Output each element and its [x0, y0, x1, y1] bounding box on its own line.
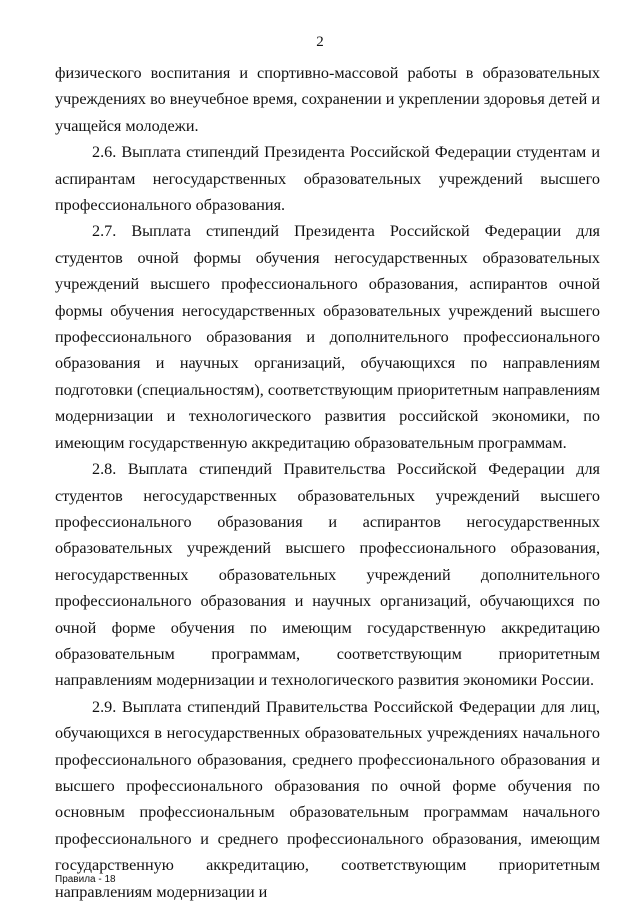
paragraph-continuation: физического воспитания и спортивно-массовой работы в образовательных учреждениях во внеучебное время, сохранении и укреплении здоровья детей и учащейся молодежи. [55, 64, 600, 135]
paragraph-2-6: 2.6. Выплата стипендий Президента Российской Федерации студентам и аспирантам негосударственных образовательных учреждений высшего профессионального образования. [55, 143, 600, 215]
paragraph-2-8: 2.8. Выплата стипендий Правительства Российской Федерации для студентов негосударственных образовательных учреждений высшего профессионального образования и аспирантов негосударственных образовательных учреждений высшего профессионального образования, негосударственных образовательных учреждений дополнительного профессионального образования и научных организаций, обучающихся по очной форме обучения по имеющим государственную аккредитацию образовательным программам, соответствующим приоритетным направлениям модернизации и технологического развития экономики России. [55, 460, 600, 690]
paragraph-2-7: 2.7. Выплата стипендий Президента Российской Федерации для студентов очной формы обучения негосударственных образовательных учреждений высшего профессионального образования, аспирантов очной формы обучения негосударственных образовательных учреждений высшего профессионального образования и дополнительного профессионального образования и научных организаций, обучающихся по направлениям подготовки (специальностям), соответствующим приоритетным направлениям модернизации и технологического развития российской экономики, по имеющим государственную аккредитацию образовательным программам. [55, 222, 600, 452]
document-body [55, 60, 600, 905]
paragraph-2-9: 2.9. Выплата стипендий Правительства Российской Федерации для лиц, обучающихся в негосударственных образовательных учреждениях начального профессионального образования, среднего профессионального образования и высшего профессионального образования по очной форме обучения по основным профессиональным образовательным программам начального профессионального и среднего профессионального образования, имеющим государственную аккредитацию, соответствующим приоритетным направлениям модернизации и [55, 697, 600, 901]
page-number: 2 [316, 34, 324, 50]
footer-label: Правила - 18 [55, 874, 116, 885]
